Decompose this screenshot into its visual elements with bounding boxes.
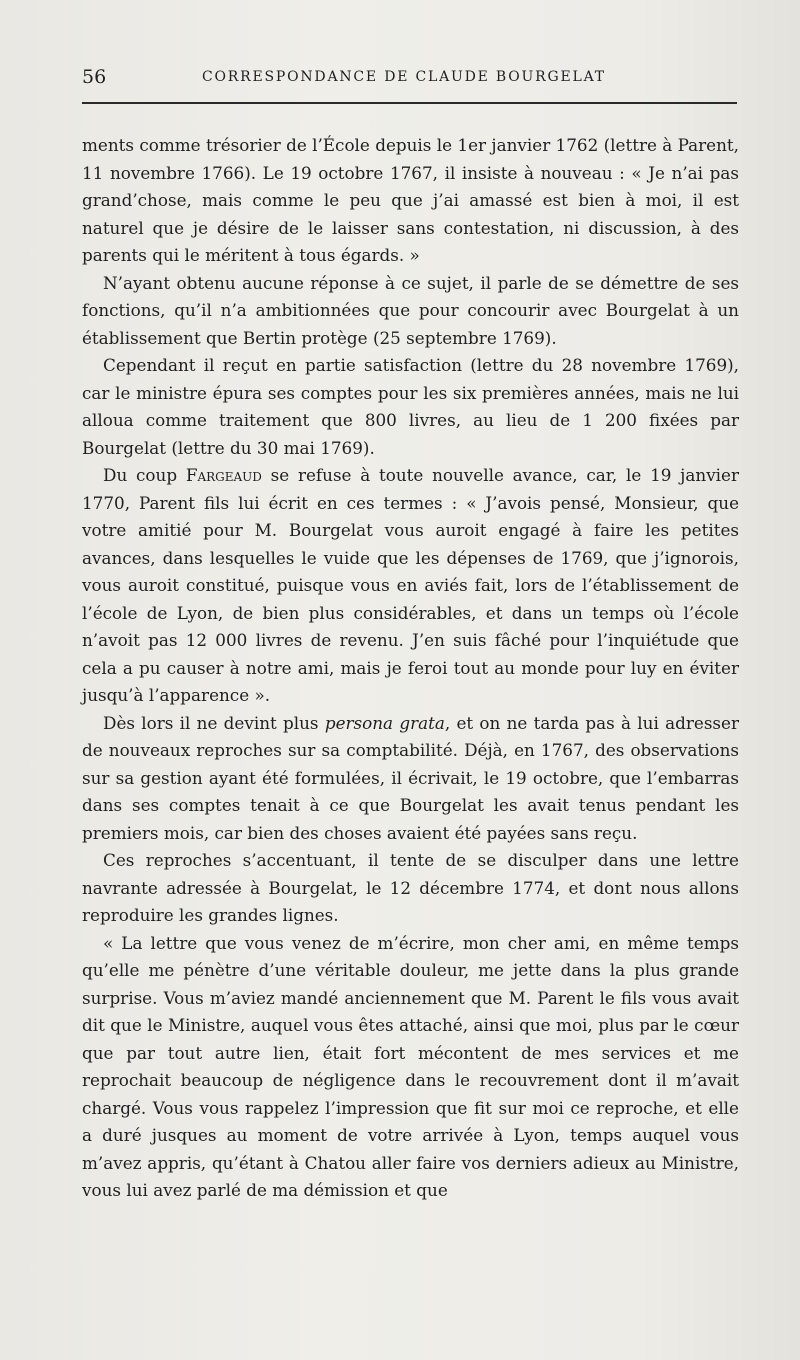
text-segment: « La lettre que vous venez de m’écrire, mon cher ami, en même temps qu’elle me pénètre d’une véritable douleur, me jette dans la plus grande surprise. Vous m’aviez mandé anciennement que M. Parent le fils vous avait dit que le Ministre, auquel vous êtes attaché, ainsi que moi, plus par le cœur que par tout autre lien, était fort mécontent de mes services et me reprochait beaucoup de négligence dans le recouvrement dont il m’avait chargé. Vous vous rappelez l’impression que fit sur moi ce reproche, et elle a duré jusques au moment de votre arrivée à Lyon, temps auquel vous m’avez appris, qu’étant à Chatou aller faire vos derniers adieux au Ministre, vous lui avez parlé de ma démission et que (82, 932, 739, 1200)
page-number: 56 (82, 66, 107, 88)
running-title: CORRESPONDANCE DE CLAUDE BOURGELAT (202, 69, 606, 85)
header-rule (82, 102, 737, 104)
text-segment: , et on ne tarda pas à lui adresser de nouveaux reproches sur sa comptabilité. Déjà, en 1767, des observations sur sa gestion ayant été formulées, il écrivait, le 19 octobre, que l’embarras dans ses comptes tenait à ce que Bourgelat les avait tenus pendant les premiers mois, car bien des choses avaient été payées sans reçu. (82, 712, 739, 843)
paragraph (82, 930, 739, 1205)
paragraph (82, 710, 739, 848)
text-segment: Ces reproches s’accentuant, il tente de se disculper dans une lettre navrante adressée à Bourgelat, le 12 décembre 1774, et dont nous allons reproduire les grandes lignes. (82, 850, 739, 925)
italic-text: persona grata (324, 712, 445, 733)
body-text (82, 132, 739, 1205)
paragraph (82, 462, 739, 710)
paragraph (82, 132, 739, 270)
text-segment: Du coup (103, 465, 186, 485)
paragraph (82, 270, 739, 353)
text-segment: se refuse à toute nouvelle avance, car, le 19 janvier 1770, Parent fils lui écrit en ces termes : « J’avois pensé, Monsieur, que votre amitié pour M. Bourgelat vous auroit engagé à faire les petites avances, dans lesquelles le vuide que les dépenses de 1769, que j’ignorois, vous auroit constitué, puisque vous en aviés fait, lors de l’établissement de l’école de Lyon, de bien plus considérables, et dans un temps où l’école n’avoit pas 12 000 livres de revenu. J’en suis fâché pour l’inquiétude que cela a pu causer à notre ami, mais je feroi tout au monde pour luy en éviter jusqu’à l’apparence ». (82, 465, 740, 705)
paragraph (82, 847, 739, 930)
smallcaps-name: Fargeaud (185, 465, 262, 485)
text-segment: Cependant il reçut en partie satisfaction (lettre du 28 novembre 1769), car le ministre épura ses comptes pour les six premières années, mais ne lui alloua comme traitement que 800 livres, au lieu de 1 200 fixées par Bourgelat (lettre du 30 mai 1769). (82, 355, 739, 458)
text-segment: N’ayant obtenu aucune réponse à ce sujet, il parle de se démettre de ses fonctions, qu’il n’a ambitionnées que pour concourir avec Bourgelat à un établissement que Bertin protège (25 septembre 1769). (82, 272, 739, 348)
text-segment: Dès lors il ne devint plus (103, 712, 325, 733)
paragraph (82, 352, 739, 462)
page-header (82, 62, 738, 92)
text-segment: ments comme trésorier de l’École depuis le 1er janvier 1762 (lettre à Parent, 11 novembre 1766). Le 19 octobre 1767, il insiste à nouveau : « Je n’ai pas grand’chose, mais comme le peu que j’ai amassé est bien à moi, il est naturel que je désire de le laisser sans contestation, ni discussion, à des parents qui le méritent à tous égards. » (82, 135, 739, 265)
